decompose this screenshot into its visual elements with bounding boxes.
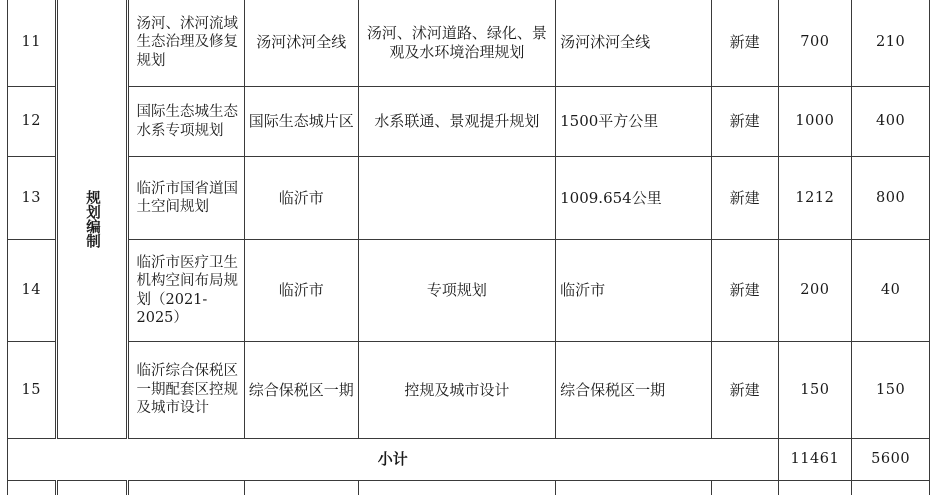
empty-cell (711, 481, 778, 495)
subtotal-total-investment: 11461 (778, 439, 852, 481)
annual-investment-cell: 400 (852, 87, 930, 157)
scale-cell: 临沂市 (556, 240, 712, 342)
empty-cell (852, 481, 930, 495)
empty-cell (245, 481, 358, 495)
empty-cell (556, 481, 712, 495)
empty-cell (8, 481, 57, 495)
type-cell: 新建 (711, 87, 778, 157)
table-row (8, 157, 930, 240)
subtotal-row (8, 439, 930, 481)
scope-cell: 临沂市 (245, 240, 358, 342)
total-investment-cell: 1000 (778, 87, 852, 157)
row-number: 12 (8, 87, 57, 157)
empty-cell (778, 481, 852, 495)
type-cell: 新建 (711, 240, 778, 342)
table-row (8, 0, 930, 87)
category-cell: 规划编制 (56, 0, 127, 439)
scale-cell: 汤河沭河全线 (556, 0, 712, 87)
empty-cell (358, 481, 556, 495)
row-number: 13 (8, 157, 57, 240)
type-cell: 新建 (711, 342, 778, 439)
subtotal-annual-investment: 5600 (852, 439, 930, 481)
scope-cell: 综合保税区一期 (245, 342, 358, 439)
scope-cell: 汤河沭河全线 (245, 0, 358, 87)
row-number: 15 (8, 342, 57, 439)
next-row-partial (8, 481, 930, 495)
table-row (8, 342, 930, 439)
scale-cell: 综合保税区一期 (556, 342, 712, 439)
content-cell: 汤河、沭河道路、绿化、景观及水环境治理规划 (358, 0, 556, 87)
row-number: 11 (8, 0, 57, 87)
total-investment-cell: 1212 (778, 157, 852, 240)
project-name: 临沂市医疗卫生机构空间布局规划（2021-2025） (127, 240, 245, 342)
empty-cell (56, 481, 127, 495)
total-investment-cell: 700 (778, 0, 852, 87)
annual-investment-cell: 150 (852, 342, 930, 439)
planning-projects-table (7, 0, 930, 495)
content-cell: 水系联通、景观提升规划 (358, 87, 556, 157)
project-name: 国际生态城生态水系专项规划 (127, 87, 245, 157)
project-name: 汤河、沭河流域生态治理及修复规划 (127, 0, 245, 87)
table-row (8, 240, 930, 342)
row-number: 14 (8, 240, 57, 342)
table-row (8, 87, 930, 157)
content-cell (358, 157, 556, 240)
annual-investment-cell: 800 (852, 157, 930, 240)
type-cell: 新建 (711, 157, 778, 240)
type-cell: 新建 (711, 0, 778, 87)
total-investment-cell: 200 (778, 240, 852, 342)
subtotal-label: 小计 (8, 439, 779, 481)
annual-investment-cell: 210 (852, 0, 930, 87)
content-cell: 控规及城市设计 (358, 342, 556, 439)
empty-cell (127, 481, 245, 495)
project-name: 临沂市国省道国土空间规划 (127, 157, 245, 240)
annual-investment-cell: 40 (852, 240, 930, 342)
scale-cell: 1009.654公里 (556, 157, 712, 240)
content-cell: 专项规划 (358, 240, 556, 342)
project-name: 临沂综合保税区一期配套区控规及城市设计 (127, 342, 245, 439)
total-investment-cell: 150 (778, 342, 852, 439)
scope-cell: 临沂市 (245, 157, 358, 240)
scope-cell: 国际生态城片区 (245, 87, 358, 157)
scale-cell: 1500平方公里 (556, 87, 712, 157)
